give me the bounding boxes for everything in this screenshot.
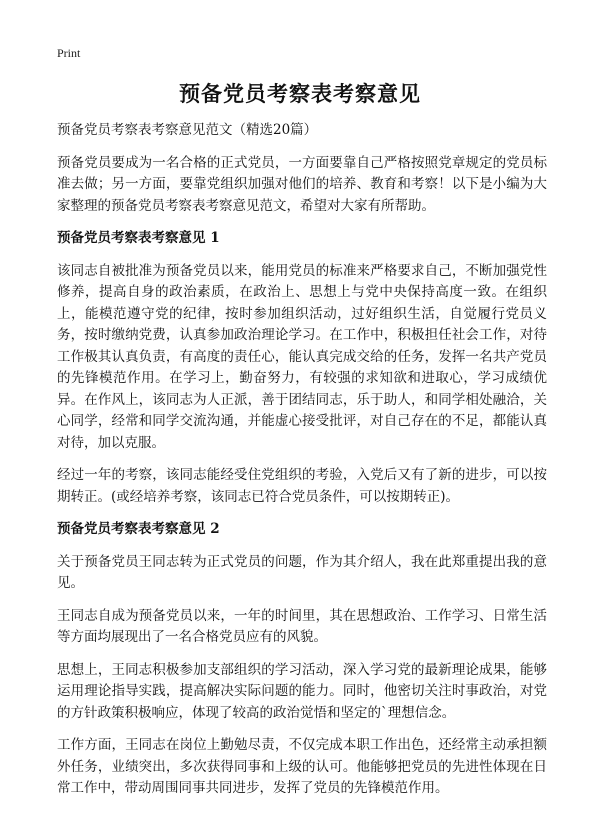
print-label: Print [57,46,81,60]
section-2-paragraph: 王同志自成为预备党员以来，一年的时间里，其在思想政治、工作学习、日常生活等方面均展现出了一名合格党员应有的风貌。 [57,607,547,645]
intro-paragraph: 预备党员要成为一名合格的正式党员，一方面要靠自己严格按照党章规定的党员标准去做；另一方面，要靠党组织加强对他们的培养、教育和考察！以下是小编为大家整理的预备党员考察表考察意见范文，希望对大家有所帮助。 [57,154,547,214]
section-1-paragraph: 该同志自被批准为预备党员以来，能用党员的标准来严格要求自己，不断加强党性修养，提高自身的政治素质，在政治上、思想上与党中央保持高度一致。在组织上，能模范遵守党的纪律，按时参加组织活动，过好组织生活，自觉履行党员义务，按时缴纳党费，认真参加政治理论学习。在工作中，积极担任社会工作，对待工作极其认真负责，有高度的责任心，能认真完成交给的任务，发挥一名共产党员的先锋模范作用。在学习上，勤奋努力，有较强的求知欲和进取心，学习成绩优异。在作风上，该同志为人正派，善于团结同志，乐于助人，和同学相处融洽，关心同学，经常和同学交流沟通，并能虚心接受批评，对自己存在的不足，都能认真对待，加以克服。 [57,262,547,451]
document-subtitle: 预备党员考察表考察意见范文（精选20篇） [57,122,318,138]
section-2-paragraph: 工作方面，王同志在岗位上勤勉尽责，不仅完成本职工作出色，还经常主动承担额外任务，业绩突出，多次获得同事和上级的认可。他能够把党员的先进性体现在日常工作中，带动周围同事共同进步，发挥了党员的先锋模范作用。 [57,737,547,796]
section-2-paragraph: 思想上，王同志积极参加支部组织的学习活动，深入学习党的最新理论成果，能够运用理论指导实践，提高解决实际问题的能力。同时，他密切关注时事政治，对党的方针政策积极响应，体现了较高的政治觉悟和坚定的`理想信念。 [57,661,547,721]
page-title: 预备党员考察表考察意见 [179,81,421,106]
section-1-paragraph: 经过一年的考察，该同志能经受住党组织的考验，入党后又有了新的进步，可以按期转正。(或经培养考察，该同志已符合党员条件，可以按期转正)。 [57,467,547,505]
section-heading-2: 预备党员考察表考察意见 2 [57,521,220,537]
section-2-paragraph: 关于预备党员王同志转为正式党员的问题，作为其介绍人，我在此郑重提出我的意见。 [57,553,547,591]
document-body [57,120,547,811]
section-heading-1: 预备党员考察表考察意见 1 [57,230,220,246]
